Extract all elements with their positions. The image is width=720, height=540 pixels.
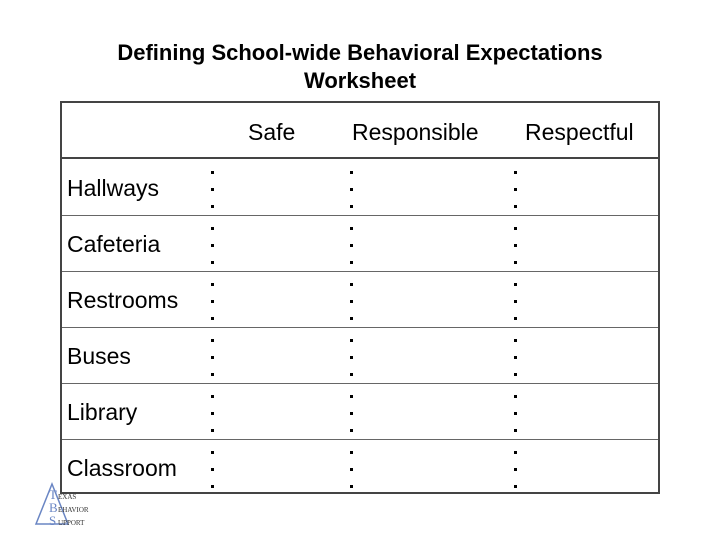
logo-word-2: EHAVIOR — [58, 506, 89, 514]
bullet-responsible — [350, 244, 353, 247]
bullet-respectful — [514, 283, 517, 286]
bullet-respectful — [514, 339, 517, 342]
bullet-safe — [211, 412, 214, 415]
column-header-respectful: Respectful — [525, 119, 634, 145]
column-header-responsible: Responsible — [352, 119, 479, 145]
row-divider — [62, 327, 658, 328]
bullet-respectful — [514, 171, 517, 174]
bullet-responsible — [350, 300, 353, 303]
logo-initial-t: T — [49, 487, 57, 502]
header-divider — [62, 157, 658, 159]
bullet-respectful — [514, 429, 517, 432]
bullet-safe — [211, 468, 214, 471]
bullet-respectful — [514, 485, 517, 488]
logo-initial-b: B — [49, 500, 58, 515]
bullet-responsible — [350, 395, 353, 398]
bullet-safe — [211, 261, 214, 264]
bullet-responsible — [350, 485, 353, 488]
bullet-respectful — [514, 356, 517, 359]
row-divider — [62, 271, 658, 272]
bullet-respectful — [514, 261, 517, 264]
bullet-responsible — [350, 227, 353, 230]
row-label-cafeteria: Cafeteria — [67, 231, 161, 257]
bullet-safe — [211, 171, 214, 174]
worksheet-title-line2: Worksheet — [303, 68, 417, 93]
bullet-responsible — [350, 356, 353, 359]
row-label-restrooms: Restrooms — [67, 287, 179, 313]
bullet-responsible — [350, 412, 353, 415]
logo-initial-s: S — [49, 513, 57, 528]
bullet-safe — [211, 395, 214, 398]
logo-word-1: EXAS — [58, 493, 77, 501]
bullet-respectful — [514, 451, 517, 454]
bullet-safe — [211, 188, 214, 191]
bullet-respectful — [514, 373, 517, 376]
row-divider — [62, 215, 658, 216]
bullet-respectful — [514, 227, 517, 230]
bullet-respectful — [514, 395, 517, 398]
bullet-responsible — [350, 373, 353, 376]
bullet-safe — [211, 429, 214, 432]
row-label-buses: Buses — [67, 343, 131, 369]
worksheet-title-line1: Defining School-wide Behavioral Expectations — [117, 40, 603, 65]
bullet-respectful — [514, 244, 517, 247]
bullet-responsible — [350, 468, 353, 471]
bullet-respectful — [514, 468, 517, 471]
bullet-safe — [211, 451, 214, 454]
bullet-responsible — [350, 205, 353, 208]
bullet-safe — [211, 339, 214, 342]
bullet-safe — [211, 300, 214, 303]
bullet-safe — [211, 227, 214, 230]
bullet-responsible — [350, 171, 353, 174]
texas-behavior-support-logo — [34, 482, 104, 528]
bullet-responsible — [350, 188, 353, 191]
bullet-respectful — [514, 412, 517, 415]
bullet-responsible — [350, 429, 353, 432]
bullet-respectful — [514, 300, 517, 303]
column-header-safe: Safe — [248, 119, 296, 145]
row-label-classroom: Classroom — [67, 455, 177, 481]
bullet-respectful — [514, 188, 517, 191]
bullet-safe — [211, 205, 214, 208]
row-label-hallways: Hallways — [67, 175, 160, 201]
bullet-safe — [211, 244, 214, 247]
bullet-safe — [211, 485, 214, 488]
bullet-safe — [211, 356, 214, 359]
bullet-respectful — [514, 205, 517, 208]
bullet-responsible — [350, 261, 353, 264]
bullet-respectful — [514, 317, 517, 320]
logo-word-3: UPPORT — [58, 519, 85, 527]
bullet-safe — [211, 283, 214, 286]
expectations-table — [60, 101, 660, 494]
bullet-safe — [211, 317, 214, 320]
row-divider — [62, 383, 658, 384]
bullet-safe — [211, 373, 214, 376]
bullet-responsible — [350, 339, 353, 342]
bullet-responsible — [350, 283, 353, 286]
row-label-library: Library — [67, 399, 138, 425]
bullet-responsible — [350, 451, 353, 454]
bullet-responsible — [350, 317, 353, 320]
row-divider — [62, 439, 658, 440]
